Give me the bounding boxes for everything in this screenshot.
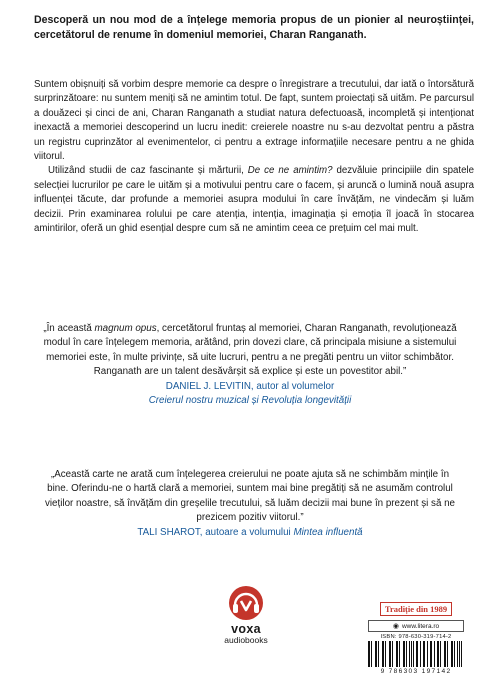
quote-text: „Această carte ne arată cum înțelegerea creierului ne poate ajuta să ne schimbăm mințile în bine. Oferindu-ne o hartă clară a memoriei, suntem mai bine pregătiți să ne asumăm controlul vieților noastre, să învățăm din greșelile trecutului, să luăm decizii mai bune în prezent și să ne prezicem pozitiv viitorul.” (44, 469, 456, 524)
book-title: De ce ne amintim? (247, 165, 333, 177)
quote-sharot (40, 468, 460, 540)
description-text: Utilizând studii de caz fascinante și mărturii, (48, 165, 248, 177)
quote-attribution (40, 526, 460, 540)
description-text: dezvăluie principiile din spatele selecției lucrurilor pe care le uităm și a motivului pentru care o facem, și aruncă o lumină nouă asupra influenței tăcute, dar profunde a memoriei asupra modului în care învățăm, ne vindecăm și luăm decizii. Prin examinarea rolului pe care atenția, intenția, imaginația și emoția îl joacă în stocarea amintirilor, oferă un ghid esențial despre cum să ne amintim ceea ce prețuim cel mai mult. (34, 165, 474, 235)
tradition-badge: Tradiție din 1989 (380, 602, 452, 616)
litera-site-icon: ◉ (392, 623, 399, 630)
voxa-subtitle: audiobooks (224, 635, 268, 645)
barcode-number: 9 786303 197142 (380, 668, 452, 675)
quote-attribution (40, 380, 460, 409)
voxa-brand: voxa (231, 622, 261, 636)
publisher-block (368, 599, 464, 675)
website-url: www.litera.ro (401, 622, 440, 630)
description (34, 78, 474, 236)
quote-author-works: Creierul nostru muzical și Revoluția longevității (148, 395, 352, 407)
barcode-bar (399, 641, 400, 667)
barcode-bar (378, 641, 379, 667)
voxa-logo (211, 583, 281, 645)
isbn: ISBN: 978-630-319-714-2 (380, 634, 452, 640)
intro-paragraph: Descoperă un nou mod de a înțelege memoria propus de un pionier al neuroștiinței, cercetătorul de renume în domeniul memoriei, Charan Ranganath. (34, 14, 474, 41)
quote-fragment: , cercetătorul fruntaș al memoriei, Charan Ranganath, revoluționează modul în care înțelegem memoria, arătând, prin dovezi clare, că principala misiune a sistemului memoriei este, în multe privințe, să uite lucruri, pentru a ne pregăti pentru un viitor schimbător. Ranganath are un talent desăvârșit să explice și este un povestitor abil.” (43, 323, 457, 378)
quote-author-works: Mintea influentă (293, 526, 363, 538)
description-paragraph-2 (34, 164, 474, 236)
description-paragraph-1: Suntem obișnuiți să vorbim despre memorie ca despre o înregistrare a trecutului, dar iată o întorsătură surprinzătoare: nu suntem meniți să ne amintim totul. De fapt, suntem proiectați să uităm. Pe parcursul a douăzeci și cinci de ani, Charan Ranganath a studiat natura defectuoasă, incompletă și intenționat inexactă a memoriei descoperind un lucru inedit: creierele noastre nu s-au dezvoltat pentru a păstra un registru cuprinzător al evenimentelor, ci pentru a extrage informațiile necesare pentru a ne ghida viitorul. (34, 79, 474, 163)
voxa-headphones-icon (226, 583, 266, 621)
quote-italic: magnum opus (94, 323, 157, 334)
quote-author: DANIEL J. LEVITIN, autor al volumelor (165, 380, 335, 392)
website-box (368, 620, 464, 632)
quote-levitin (40, 322, 460, 408)
quote-fragment: „În această (43, 323, 95, 334)
quote-author: TALI SHAROT, autoare a volumului (137, 526, 294, 538)
barcode-bar (420, 641, 421, 667)
barcode-bar (440, 641, 441, 667)
barcode (368, 641, 464, 667)
quote-text (40, 322, 460, 380)
